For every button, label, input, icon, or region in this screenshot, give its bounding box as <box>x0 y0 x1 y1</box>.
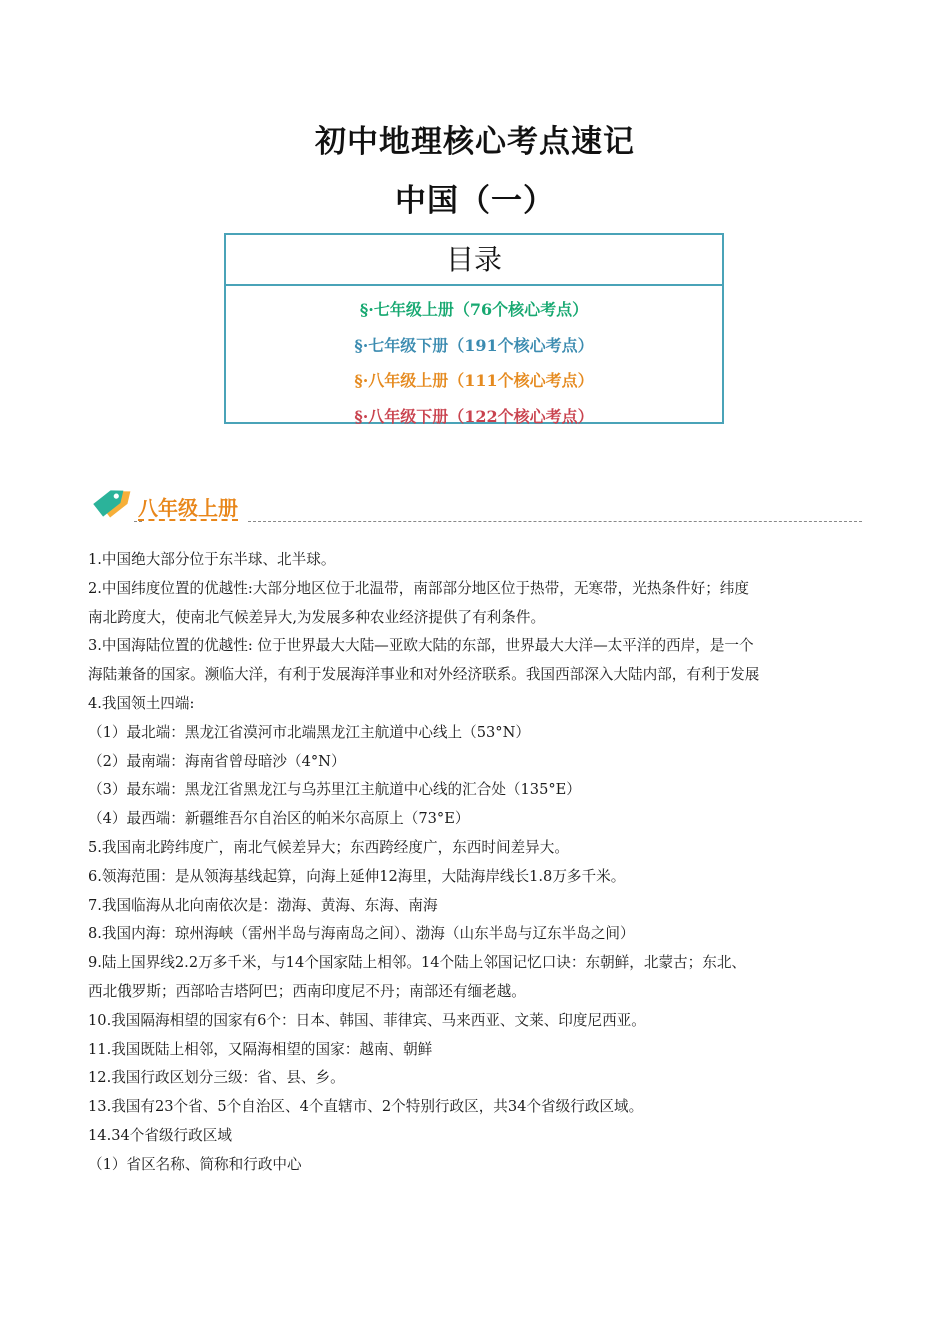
content-line: （2）最南端：海南省曾母暗沙（4°N） <box>88 752 346 770</box>
content-line: 5.我国南北跨纬度广，南北气候差异大；东西跨经度广，东西时间差异大。 <box>88 838 569 856</box>
content-line: 10.我国隔海相望的国家有6个：日本、韩国、菲律宾、马来西亚、文莱、印度尼西亚。 <box>88 1011 646 1029</box>
content-line: 海陆兼备的国家。濒临大洋，有利于发展海洋事业和对外经济联系。我国西部深入大陆内部，有利于发展 <box>88 666 760 684</box>
section-title: 八年级上册 <box>138 496 238 520</box>
content-line: （4）最西端：新疆维吾尔自治区的帕米尔高原上（73°E） <box>88 810 470 828</box>
toc-item-grade7-vol1[interactable]: §·七年级上册（76个核心考点） <box>359 300 589 319</box>
content-line: 2.中国纬度位置的优越性:大部分地区位于北温带，南部部分地区位于热带，无寒带，光热条件好；纬度 <box>88 579 749 597</box>
content-line: 1.中国绝大部分位于东半球、北半球。 <box>88 551 336 568</box>
content-body <box>88 546 868 1180</box>
price-tag-icon <box>88 478 136 526</box>
content-line: 12.我国行政区划分三级：省、县、乡。 <box>88 1069 345 1087</box>
content-line: 13.我国有23个省、5个自治区、4个直辖市、2个特别行政区，共34个省级行政区域。 <box>88 1098 644 1116</box>
document-title: 初中地理核心考点速记 <box>315 124 635 160</box>
content-line: （1）省区名称、简称和行政中心 <box>88 1155 302 1173</box>
content-line: 南北跨度大，使南北气候差异大,为发展多种农业经济提供了有利条件。 <box>88 608 546 626</box>
content-line: 14.34个省级行政区域 <box>88 1126 232 1144</box>
content-line: 6.领海范围：是从领海基线起算，向海上延伸12海里，大陆海岸线长1.8万多千米。 <box>88 867 626 885</box>
toc-list <box>226 286 722 434</box>
content-line: 7.我国临海从北向南依次是：渤海、黄海、东海、南海 <box>88 896 438 914</box>
content-line: 3.中国海陆位置的优越性: 位于世界最大大陆—亚欧大陆的东部，世界最大大洋—太平洋的西岸，是一个 <box>88 637 754 655</box>
content-line: （1）最北端：黑龙江省漠河市北端黑龙江主航道中心线上（53°N） <box>88 723 530 741</box>
table-of-contents <box>224 233 724 424</box>
content-line: 西北俄罗斯；西部哈吉塔阿巴；西南印度尼不丹；南部还有缅老越。 <box>88 982 526 1000</box>
section-divider <box>248 521 862 522</box>
content-line: 4.我国领土四端: <box>88 694 195 712</box>
document-subtitle: 中国（一） <box>395 183 555 219</box>
toc-item-grade8-vol1[interactable]: §·八年级上册（111个核心考点） <box>354 371 594 390</box>
toc-heading: 目录 <box>226 235 722 286</box>
content-line: 11.我国既陆上相邻，又隔海相望的国家：越南、朝鲜 <box>88 1040 433 1058</box>
toc-item-grade8-vol2[interactable]: §·八年级下册（122个核心考点） <box>354 406 594 426</box>
toc-item-grade7-vol2[interactable]: §·七年级下册（191个核心考点） <box>354 335 594 355</box>
content-line: 8.我国内海：琼州海峡（雷州半岛与海南岛之间）、渤海（山东半岛与辽东半岛之间） <box>88 925 635 943</box>
section-header <box>88 478 862 528</box>
content-line: （3）最东端：黑龙江省黑龙江与乌苏里江主航道中心线的汇合处（135°E） <box>88 781 581 799</box>
content-line: 9.陆上国界线2.2万多千米，与14个国家陆上相邻。14个陆上邻国记忆口诀：东朝鲜，北蒙古；东北、 <box>88 954 747 972</box>
section-divider-left <box>134 521 142 522</box>
